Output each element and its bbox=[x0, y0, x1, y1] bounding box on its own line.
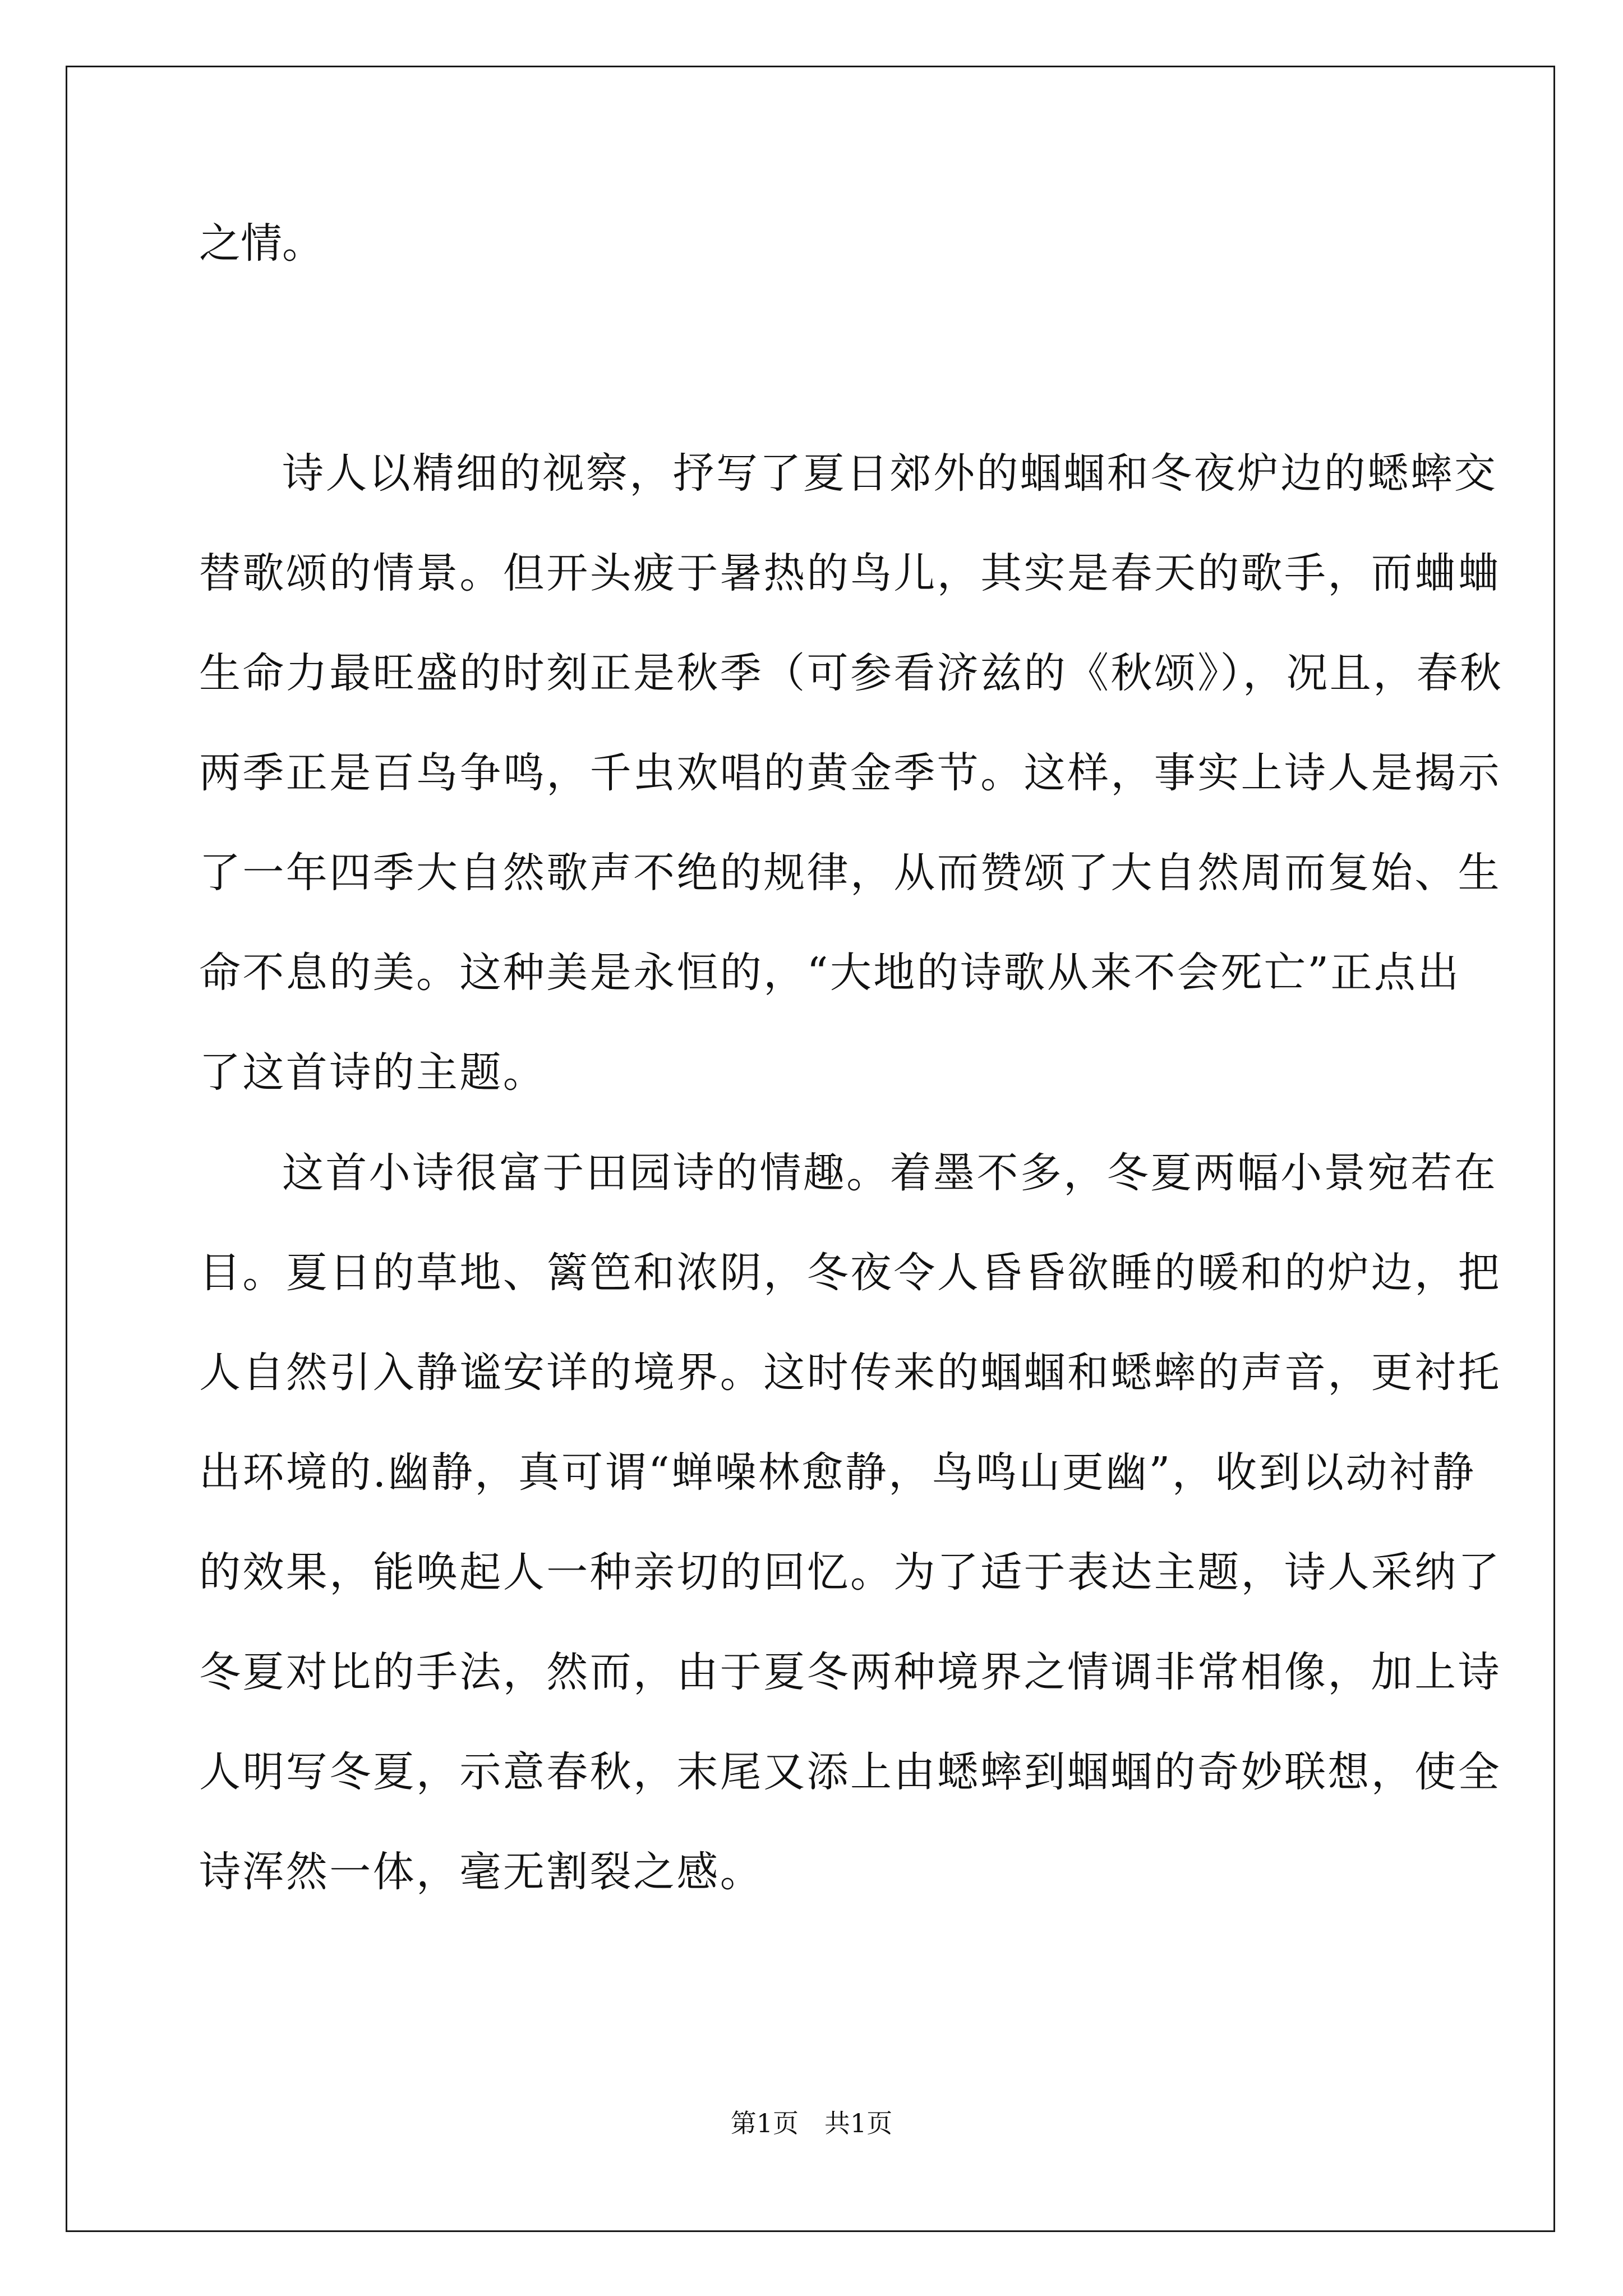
paragraph-line: 出环境的.幽静，真可谓“蝉噪林愈静，鸟鸣山更幽”，收到以动衬静 bbox=[199, 1448, 1476, 1497]
paragraph-line: 生命力最旺盛的时刻正是秋季（可参看济兹的《秋颂》），况且，春秋 bbox=[199, 649, 1504, 697]
paragraph-line: 之情。 bbox=[199, 219, 324, 268]
paragraph-line: 人自然引入静谧安详的境界。这时传来的蝈蝈和蟋蟀的声音，更衬托 bbox=[199, 1349, 1501, 1397]
paragraph-line: 目。夏日的草地、篱笆和浓阴，冬夜令人昏昏欲睡的暖和的炉边，把 bbox=[199, 1249, 1501, 1297]
paragraph-line: 这首小诗很富于田园诗的情趣。着墨不多，冬夏两幅小景宛若在 bbox=[282, 1149, 1498, 1197]
paragraph-line: 两季正是百鸟争鸣，千虫欢唱的黄金季节。这样，事实上诗人是揭示 bbox=[199, 749, 1501, 797]
paragraph-line: 诗人以精细的视察，抒写了夏日郊外的蝈蝈和冬夜炉边的蟋蟀交 bbox=[282, 449, 1498, 498]
paragraph-line: 了这首诗的主题。 bbox=[199, 1048, 547, 1097]
paragraph-line: 的效果，能唤起人一种亲切的回忆。为了适于表达主题，诗人采纳了 bbox=[199, 1548, 1501, 1596]
paragraph-line: 替歌颂的情景。但开头疲于暑热的鸟儿，其实是春天的歌手，而蛐蛐 bbox=[199, 549, 1501, 597]
paragraph-line: 诗浑然一体，毫无割裂之感。 bbox=[199, 1848, 764, 1896]
paragraph-line: 冬夏对比的手法，然而，由于夏冬两种境界之情调非常相像，加上诗 bbox=[199, 1648, 1501, 1696]
paragraph-line: 了一年四季大自然歌声不绝的规律，从而赞颂了大自然周而复始、生 bbox=[199, 849, 1501, 897]
page-footer: 第1页 共1页 bbox=[730, 2108, 893, 2138]
paragraph-line: 人明写冬夏，示意春秋，末尾又添上由蟋蟀到蝈蝈的奇妙联想，使全 bbox=[199, 1748, 1501, 1796]
paragraph-line: 命不息的美。这种美是永恒的，“大地的诗歌从来不会死亡”正点出 bbox=[199, 949, 1461, 997]
